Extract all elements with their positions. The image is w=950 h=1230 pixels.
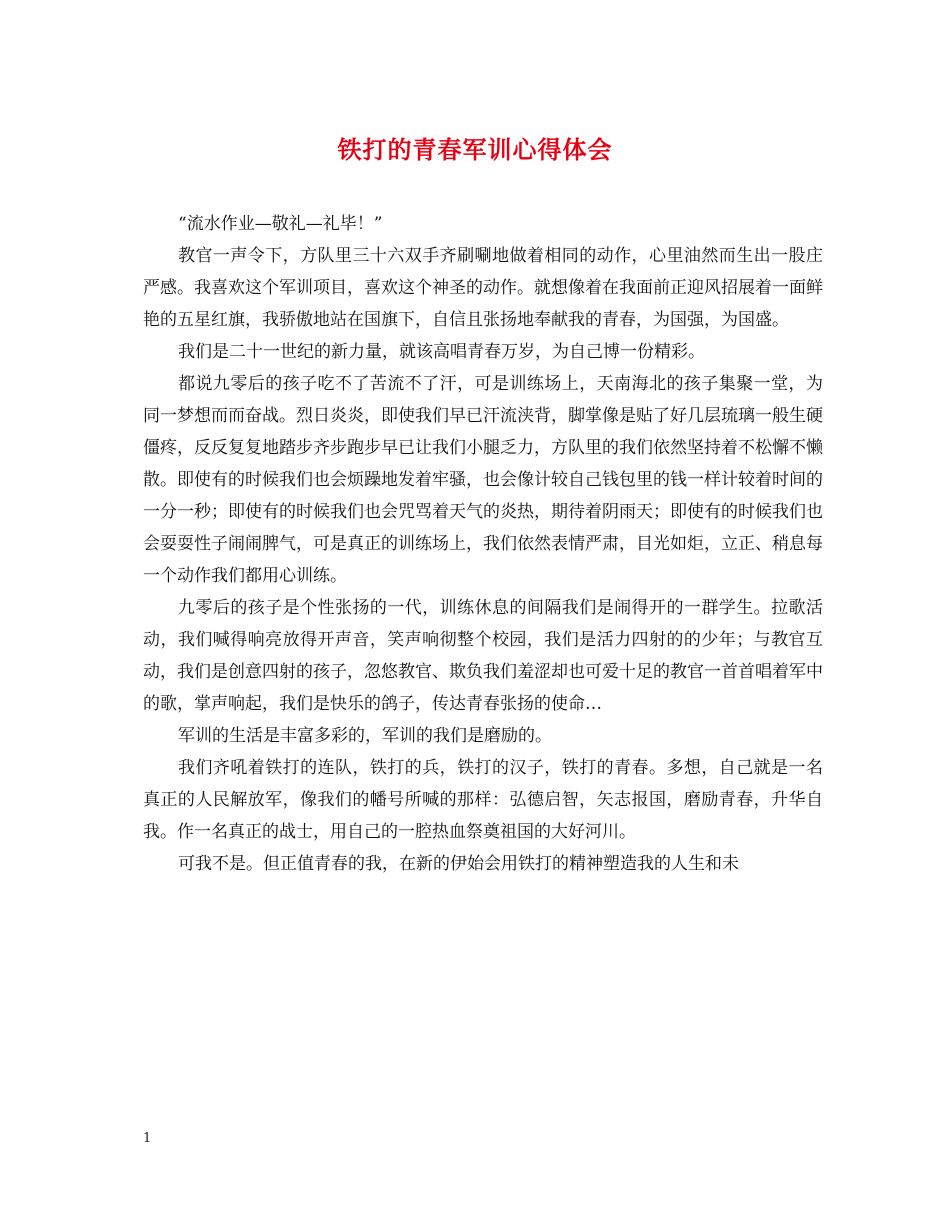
paragraph: 教官一声令下，方队里三十六双手齐刷唰地做着相同的动作，心里油然而生出一股庄严感。我喜欢这个军训项目，喜欢这个神圣的动作。就想像着在我面前正迎风招展着一面鲜艳的五星红旗，我骄傲地站在国旗下，自信且张扬地奉献我的青春，为国强，为国盛。 [143,246,823,330]
page-number: 1 [143,1131,152,1146]
paragraph: “流水作业—敬礼—礼毕！” [178,214,383,234]
paragraph: 我们齐吼着铁打的连队，铁打的兵，铁打的汉子，铁打的青春。多想，自己就是一名真正的人民解放军，像我们的幡号所喊的那样：弘德启智，矢志报国，磨励青春，升华自我。作一名真正的战士，用自己的一腔热血祭奠祖国的大好河川。 [143,758,823,842]
paragraph: 九零后的孩子是个性张扬的一代，训练休息的间隔我们是闹得开的一群学生。拉歌活动，我们喊得响亮放得开声音，笑声响彻整个校园，我们是活力四射的的少年；与教官互动，我们是创意四射的孩子，忽悠教官、欺负我们羞涩却也可爱十足的教官一首首唱着军中的歌，掌声响起，我们是快乐的鸽子，传达青春张扬的使命… [143,598,823,714]
paragraph: 我们是二十一世纪的新力量，就该高唱青春万岁，为自己博一份精彩。 [178,342,705,362]
document-body [143,208,823,880]
paragraph: 都说九零后的孩子吃不了苦流不了汗，可是训练场上，天南海北的孩子集聚一堂，为同一梦想而而奋战。烈日炎炎，即使我们早已汗流浃背，脚掌像是贴了好几层琉璃一般生硬僵疼，反反复复地踏步齐步跑步早已让我们小腿乏力，方队里的我们依然坚持着不松懈不懒散。即使有的时候我们也会烦躁地发着牢骚，也会像计较自己钱包里的钱一样计较着时间的一分一秒；即使有的时候我们也会咒骂着天气的炎热，期待着阴雨天；即使有的时候我们也会耍耍性子闹闹脾气，可是真正的训练场上，我们依然表情严肃，目光如炬，立正、稍息每一个动作我们都用心训练。 [143,374,823,586]
document-title: 铁打的青春军训心得体会 [337,135,613,164]
paragraph: 可我不是。但正值青春的我，在新的伊始会用铁打的精神塑造我的人生和未 [178,854,739,874]
paragraph: 军训的生活是丰富多彩的，军训的我们是磨励的。 [178,726,552,746]
